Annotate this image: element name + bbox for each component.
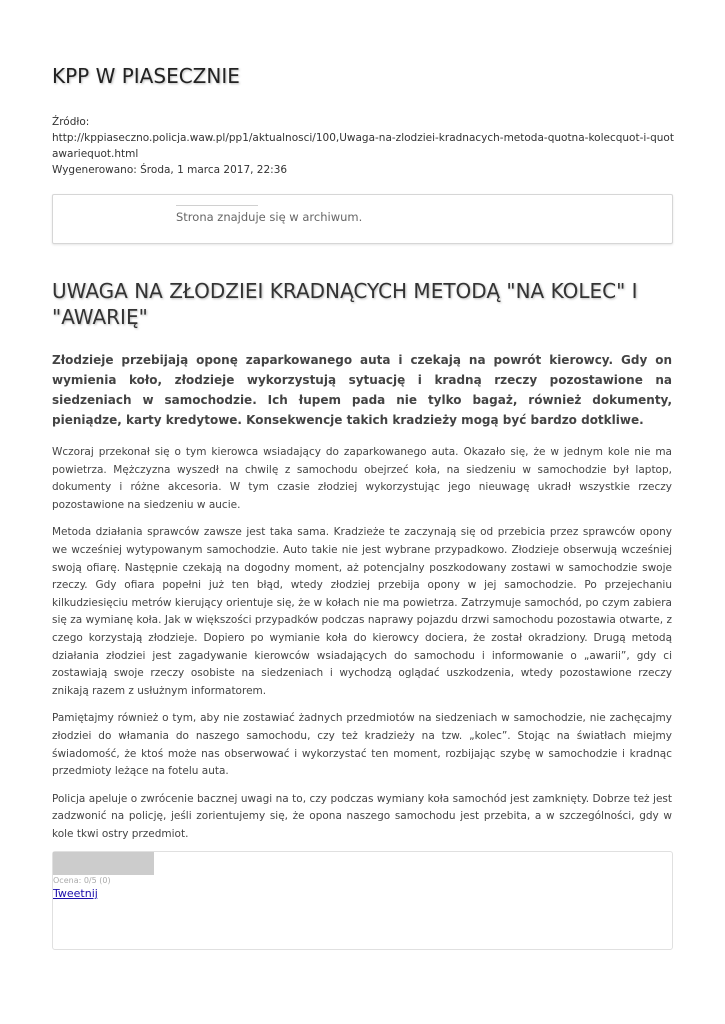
- rating-text: Ocena: 0/5 (0): [53, 876, 111, 885]
- rating-stars-bar[interactable]: [53, 852, 154, 875]
- source-info: [52, 114, 677, 178]
- article-title: UWAGA NA ZŁODZIEI KRADNĄCYCH METODĄ "NA KOLEC" I "AWARIĘ": [52, 279, 638, 329]
- tweet-link[interactable]: Tweetnij: [53, 887, 98, 900]
- article-paragraph: Pamiętajmy również o tym, aby nie zostawiać żadnych przedmiotów na siedzeniach w samochodzie, nie zachęcajmy złodziei do włamania do naszego samochodu, czy też kradzieży na tzw. „kolec”. Stojąc na światłach miejmy świadomość, że ktoś może nas obserwować i wykorzystać ten moment, rozbijając szybę w samochodzie i kradnąc przedmioty leżące na fotelu auta.: [52, 712, 672, 778]
- archive-notice: Strona znajduje się w archiwum.: [176, 210, 363, 224]
- rating-box: [52, 851, 673, 950]
- archive-notice-box: [52, 194, 673, 244]
- source-label: Źródło:: [52, 116, 90, 128]
- article-paragraph: Metoda działania sprawców zawsze jest taka sama. Kradzieże te zaczynają się od przebicia przez sprawców opony we wcześniej wytypowanym samochodzie. Auto takie nie jest wybrane przypadkowo. Złodzieje obserwują wcześniej swoją ofiarę. Następnie czekają na dogodny moment, aż potencjalny poszkodowany zostawi w samochodzie swoje rzeczy. Gdy ofiara popełni już ten błąd, wtedy złodziej przebija opony w jej samochodzie. Po przejechaniu kilkudziesięciu metrów kierujący orientuje się, że w kołach nie ma powietrza. Zatrzymuje samochód, po czym zabiera się za wymianę koła. Jak w większości przypadków podczas naprawy pojazdu drzwi samochodu pozostawia otwarte, z czego korzystają złodzieje. Dopiero po wymianie koła do kierowcy dociera, że został okradziony. Drugą metodą działania złodziei jest zagadywanie kierowców wsiadających do samochodu i informowanie o „awarii”, gdy ci zostawiają swoje rzeczy osobiste na siedzeniach i wychodzą oglądać uszkodzenia, wtedy pozostawione rzeczy znikają razem z usłużnym informatorem.: [52, 526, 672, 697]
- article-paragraph: Wczoraj przekonał się o tym kierowca wsiadający do zaparkowanego auta. Okazało się, że w jednym kole nie ma powietrza. Mężczyzna wyszedł na chwilę z samochodu obejrzeć koła, na siedzeniu w samochodzie był laptop, dokumenty i różne akcesoria. W tym czasie złodziej wykorzystując jego nieuwagę ukradł wszystkie rzeczy pozostawione na siedzeniu w aucie.: [52, 446, 672, 511]
- generated-date: Wygenerowano: Środa, 1 marca 2017, 22:36: [52, 164, 288, 176]
- article-lead: Złodzieje przebijają oponę zaparkowanego auta i czekają na powrót kierowcy. Gdy on wymienia koło, złodzieje wykorzystują sytuację i kradną rzeczy pozostawione na siedzeniach w samochodzie. Ich łupem pada nie tylko bagaż, również dokumenty, pieniądze, karty kredytowe. Konsekwencje takich kradzieży mogą być bardzo dotkliwe.: [52, 353, 672, 427]
- site-title: KPP W PIASECZNIE: [52, 64, 240, 88]
- article-body: [52, 444, 672, 853]
- article-paragraph: Policja apeluje o zwrócenie bacznej uwagi na to, czy podczas wymiany koła samochód jest zamknięty. Dobrze też jest zadzwonić na policję, jeśli zorientujemy się, że opona naszego samochodu jest przebita, a w szczególności, gdy w kole tkwi ostry przedmiot.: [52, 792, 672, 840]
- source-url: http://kppiaseczno.policja.waw.pl/pp1/aktualnosci/100,Uwaga-na-zlodziei-kradnacych-metoda-quotna-kolecquot-i-quotawariequot.html: [52, 132, 674, 160]
- archive-divider: [176, 205, 258, 206]
